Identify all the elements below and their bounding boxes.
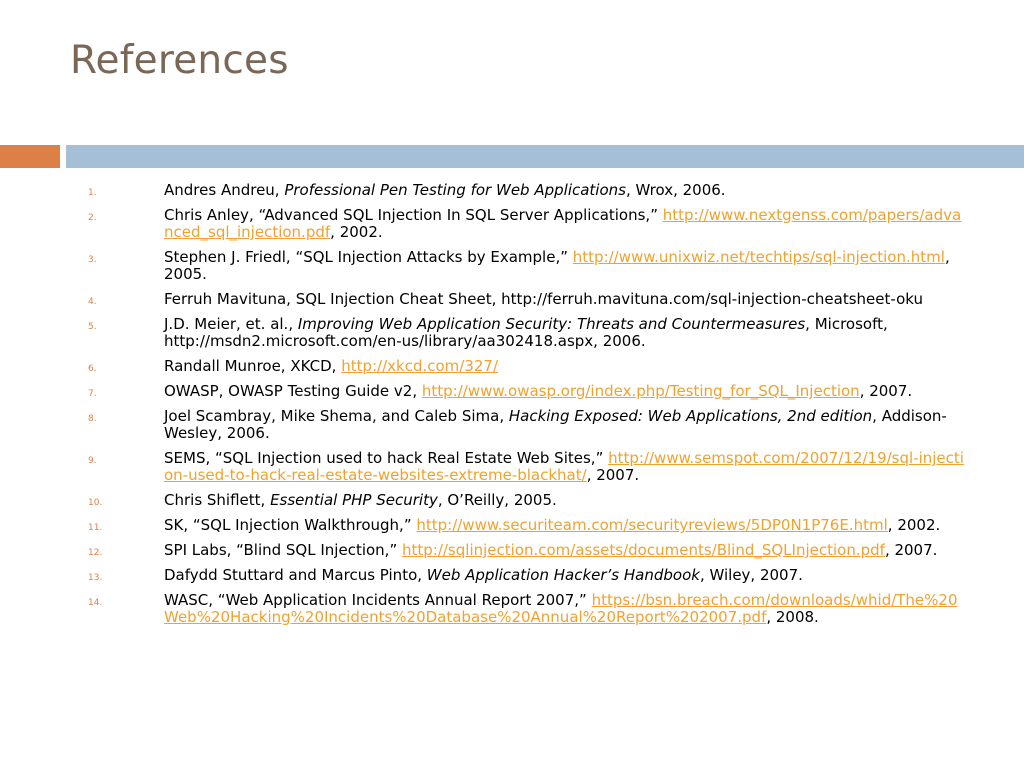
reference-text: OWASP, OWASP Testing Guide v2,	[164, 382, 422, 400]
reference-text-end: , O’Reilly, 2005.	[437, 491, 557, 509]
reference-number: 7.	[88, 389, 97, 399]
reference-text: WASC, “Web Application Incidents Annual Report 2007,”	[164, 591, 592, 609]
reference-item	[0, 542, 1024, 559]
reference-number: 9.	[88, 456, 97, 466]
reference-text: Andres Andreu,	[164, 181, 285, 199]
reference-text: SK, “SQL Injection Walkthrough,”	[164, 516, 417, 534]
reference-item	[0, 517, 1024, 534]
reference-link[interactable]: http://xkcd.com/327/	[341, 357, 499, 375]
reference-link[interactable]: http://www.nextgenss.com/papers/advanced_sql_injection.pdf	[164, 206, 962, 241]
reference-number: 5.	[88, 322, 97, 332]
reference-title: Essential PHP Security	[270, 491, 438, 509]
reference-text-end: , Microsoft, http://msdn2.microsoft.com/en-us/library/aa302418.aspx, 2006.	[164, 315, 888, 350]
reference-text-end: , 2008.	[766, 608, 819, 626]
reference-text: Stephen J. Friedl, “SQL Injection Attacks by Example,”	[164, 248, 573, 266]
reference-number: 14.	[88, 598, 103, 608]
reference-item	[0, 316, 1024, 350]
reference-text-end: , 2007.	[884, 541, 938, 559]
reference-number: 2.	[88, 213, 97, 223]
reference-text-end: , 2007.	[859, 382, 913, 400]
reference-number: 13.	[88, 573, 103, 583]
reference-number: 1.	[88, 188, 97, 198]
accent-bar-orange	[0, 145, 60, 168]
reference-text-end: , Addison-Wesley, 2006.	[164, 407, 947, 442]
reference-number: 3.	[88, 255, 97, 265]
reference-link[interactable]: http://sqlinjection.com/assets/documents/Blind_SQLInjection.pdf	[401, 541, 885, 559]
reference-text: J.D. Meier, et. al.,	[164, 315, 298, 333]
accent-bar-blue	[66, 145, 1024, 168]
reference-item	[0, 182, 1024, 199]
reference-text-end: , 2007.	[586, 466, 640, 484]
reference-title: Web Application Hacker’s Handbook	[426, 566, 700, 584]
reference-item	[0, 383, 1024, 400]
reference-number: 8.	[88, 414, 97, 424]
reference-text: Ferruh Mavituna, SQL Injection Cheat Sheet, http://ferruh.mavituna.com/sql-injection-cheatsheet-oku	[164, 290, 923, 308]
reference-text: Chris Anley, “Advanced SQL Injection In SQL Server Applications,”	[164, 206, 663, 224]
reference-item	[0, 249, 1024, 283]
reference-text: Joel Scambray, Mike Shema, and Caleb Sima,	[164, 407, 509, 425]
reference-item	[0, 207, 1024, 241]
reference-item	[0, 408, 1024, 442]
reference-text: SEMS, “SQL Injection used to hack Real Estate Web Sites,”	[164, 449, 609, 467]
reference-text-end: , 2002.	[330, 223, 383, 241]
reference-list	[0, 182, 1024, 634]
reference-item	[0, 492, 1024, 509]
reference-link[interactable]: http://www.securiteam.com/securityreviews/5DP0N1P76E.html	[416, 516, 888, 534]
reference-text: Dafydd Stuttard and Marcus Pinto,	[164, 566, 427, 584]
reference-title: Hacking Exposed: Web Applications, 2nd edition	[508, 407, 873, 425]
reference-link[interactable]: http://www.unixwiz.net/techtips/sql-injection.html	[572, 248, 945, 266]
slide-title: References	[70, 38, 289, 83]
reference-title: Professional Pen Testing for Web Applications	[284, 181, 626, 199]
reference-item	[0, 358, 1024, 375]
reference-text-end: , 2002.	[887, 516, 941, 534]
reference-item	[0, 450, 1024, 484]
reference-text: SPI Labs, “Blind SQL Injection,”	[164, 541, 402, 559]
reference-text: Randall Munroe, XKCD,	[164, 357, 342, 375]
reference-link[interactable]: http://www.semspot.com/2007/12/19/sql-injection-used-to-hack-real-estate-websites-extreme-blackhat/	[164, 449, 964, 484]
reference-title: Improving Web Application Security: Threats and Countermeasures	[297, 315, 806, 333]
reference-item	[0, 592, 1024, 626]
reference-item	[0, 567, 1024, 584]
reference-item	[0, 291, 1024, 308]
reference-link[interactable]: http://www.owasp.org/index.php/Testing_for_SQL_Injection	[421, 382, 860, 400]
reference-text: Chris Shiflett,	[164, 491, 271, 509]
reference-number: 10.	[88, 498, 103, 508]
reference-number: 11.	[88, 523, 103, 533]
reference-text-end: , 2005.	[164, 248, 950, 283]
reference-text-end: , Wiley, 2007.	[699, 566, 803, 584]
reference-text-end: , Wrox, 2006.	[625, 181, 726, 199]
reference-number: 4.	[88, 297, 97, 307]
reference-link[interactable]: https://bsn.breach.com/downloads/whid/The%20Web%20Hacking%20Incidents%20Database%20Annual%20Report%202007.pdf	[164, 591, 958, 626]
reference-number: 12.	[88, 548, 103, 558]
reference-number: 6.	[88, 364, 97, 374]
